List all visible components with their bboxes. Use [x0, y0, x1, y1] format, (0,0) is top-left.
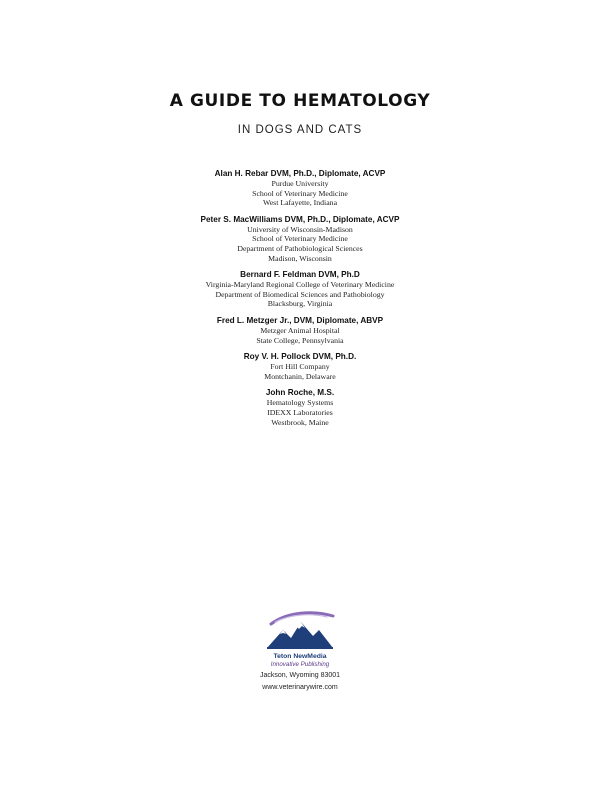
author-affiliation: Purdue University: [271, 179, 329, 188]
author-list: [0, 168, 600, 433]
author-affiliation: Department of Pathobiological Sciences: [237, 243, 363, 253]
author-affiliation: IDEXX Laboratories: [267, 407, 333, 417]
author-name: John Roche, M.S.: [265, 388, 335, 398]
book-title: A GUIDE TO HEMATOLOGY: [169, 91, 431, 111]
author-affiliation: Virginia-Maryland Regional College of Veterinary Medicine: [205, 280, 395, 290]
author-affiliation: Fort Hill Company: [270, 362, 330, 372]
author-affiliation: School of Veterinary Medicine: [252, 234, 348, 244]
author-name: Fred L. Metzger Jr., DVM, Diplomate, ABVP: [216, 315, 384, 325]
publisher-website: www.veterinarywire.com: [262, 684, 338, 691]
author-name: Roy V. H. Pollock DVM, Ph.D.: [243, 352, 357, 362]
author-entry: [0, 269, 600, 309]
publisher-address: Jackson, Wyoming 83001: [259, 672, 341, 679]
author-affiliation: Blacksburg, Virginia: [267, 299, 333, 309]
author-entry: [0, 387, 600, 427]
author-affiliation: School of Veterinary Medicine: [252, 188, 348, 198]
book-subtitle: IN DOGS AND CATS: [237, 124, 363, 136]
author-affiliation: University of Wisconsin-Madison: [247, 224, 353, 234]
publisher-tagline: Innovative Publishing: [270, 661, 330, 668]
author-name: Alan H. Rebar DVM, Ph.D., Diplomate, ACVP: [214, 169, 386, 178]
author-affiliation: Westbrook, Maine: [271, 417, 329, 427]
author-entry: [0, 214, 600, 263]
author-entry: [0, 351, 600, 381]
author-entry: [0, 315, 600, 345]
publisher-name: Teton NewMedia: [273, 653, 327, 660]
mountain-swoosh-logo-icon: [261, 608, 339, 652]
author-name: Bernard F. Feldman DVM, Ph.D: [240, 270, 360, 280]
author-affiliation: Hematology Systems: [266, 398, 334, 408]
author-affiliation: Metzger Animal Hospital: [260, 325, 340, 335]
author-affiliation: Department of Biomedical Sciences and Pathobiology: [215, 289, 385, 299]
author-entry: [0, 168, 600, 208]
author-affiliation: Montchanin, Delaware: [264, 371, 336, 381]
author-affiliation: West Lafayette, Indiana: [262, 198, 338, 208]
author-affiliation: Madison, Wisconsin: [268, 253, 332, 263]
publisher-block: [0, 608, 600, 692]
author-affiliation: State College, Pennsylvania: [256, 335, 344, 345]
author-name: Peter S. MacWilliams DVM, Ph.D., Diplomate, ACVP: [200, 214, 400, 224]
